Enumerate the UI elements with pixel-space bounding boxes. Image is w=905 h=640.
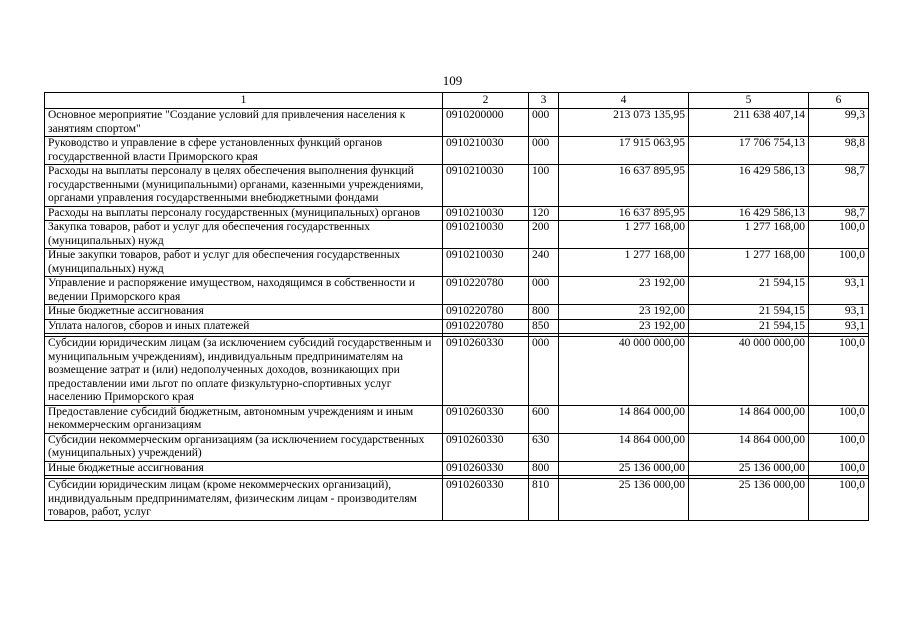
row-name: Закупка товаров, работ и услуг для обеспечения государственных (муниципальных) нужд (45, 221, 443, 249)
row-name: Руководство и управление в сфере установленных функций органов государственной власти Приморского края (45, 137, 443, 165)
row-percent: 100,0 (809, 433, 869, 461)
row-name: Субсидии некоммерческим организациям (за исключением государственных (муниципальных) учреждений) (45, 433, 443, 461)
table-row (45, 337, 869, 406)
row-fact: 21 594,15 (689, 319, 809, 334)
row-percent: 98,8 (809, 137, 869, 165)
table-row (45, 165, 869, 207)
row-plan: 23 192,00 (559, 305, 689, 320)
row-code: 0910210030 (443, 137, 529, 165)
row-fact: 14 864 000,00 (689, 433, 809, 461)
row-kvr: 200 (529, 221, 559, 249)
column-header: 3 (529, 93, 559, 109)
row-fact: 1 277 168,00 (689, 249, 809, 277)
row-plan: 23 192,00 (559, 319, 689, 334)
row-fact: 14 864 000,00 (689, 405, 809, 433)
row-plan: 14 864 000,00 (559, 405, 689, 433)
row-kvr: 100 (529, 165, 559, 207)
row-name: Иные бюджетные ассигнования (45, 305, 443, 320)
row-fact: 40 000 000,00 (689, 337, 809, 406)
row-plan: 213 073 135,95 (559, 109, 689, 137)
row-kvr: 800 (529, 461, 559, 476)
row-kvr: 850 (529, 319, 559, 334)
row-percent: 99,3 (809, 109, 869, 137)
row-name: Основное мероприятие "Создание условий для привлечения населения к занятиям спортом" (45, 109, 443, 137)
row-percent: 93,1 (809, 305, 869, 320)
row-plan: 16 637 895,95 (559, 165, 689, 207)
row-code: 0910210030 (443, 221, 529, 249)
row-percent: 98,7 (809, 165, 869, 207)
row-name: Предоставление субсидий бюджетным, автономным учреждениям и иным некоммерческим организациям (45, 405, 443, 433)
row-code: 0910220780 (443, 277, 529, 305)
row-code: 0910200000 (443, 109, 529, 137)
row-fact: 1 277 168,00 (689, 221, 809, 249)
row-kvr: 120 (529, 206, 559, 221)
row-plan: 25 136 000,00 (559, 479, 689, 521)
row-plan: 14 864 000,00 (559, 433, 689, 461)
row-name: Расходы на выплаты персоналу государственных (муниципальных) органов (45, 206, 443, 221)
table-row (45, 221, 869, 249)
row-percent: 93,1 (809, 319, 869, 334)
table-row (45, 461, 869, 476)
row-code: 0910260330 (443, 337, 529, 406)
budget-execution-table (44, 92, 869, 521)
row-name: Субсидии юридическим лицам (за исключением субсидий государственным и муниципальным учреждениям), индивидуальным предпринимателям на возмещение затрат и (или) недополученных доходов, возникающих при предоставлении ими льгот по оплате физкультурно-спортивных услуг населению Приморского края (45, 337, 443, 406)
row-percent: 100,0 (809, 337, 869, 406)
column-header: 2 (443, 93, 529, 109)
table-row (45, 249, 869, 277)
row-fact: 211 638 407,14 (689, 109, 809, 137)
table-row (45, 305, 869, 320)
row-kvr: 240 (529, 249, 559, 277)
table-header-row (45, 93, 869, 109)
row-kvr: 000 (529, 109, 559, 137)
table-row (45, 137, 869, 165)
row-plan: 1 277 168,00 (559, 249, 689, 277)
row-plan: 25 136 000,00 (559, 461, 689, 476)
row-code: 0910260330 (443, 479, 529, 521)
row-percent: 100,0 (809, 461, 869, 476)
row-percent: 100,0 (809, 249, 869, 277)
row-percent: 100,0 (809, 405, 869, 433)
row-code: 0910210030 (443, 206, 529, 221)
row-percent: 100,0 (809, 221, 869, 249)
row-code: 0910220780 (443, 319, 529, 334)
row-fact: 21 594,15 (689, 305, 809, 320)
row-plan: 40 000 000,00 (559, 337, 689, 406)
row-fact: 16 429 586,13 (689, 206, 809, 221)
column-header: 5 (689, 93, 809, 109)
row-plan: 17 915 063,95 (559, 137, 689, 165)
row-kvr: 630 (529, 433, 559, 461)
row-kvr: 800 (529, 305, 559, 320)
table-row (45, 109, 869, 137)
row-plan: 23 192,00 (559, 277, 689, 305)
row-fact: 17 706 754,13 (689, 137, 809, 165)
row-code: 0910260330 (443, 405, 529, 433)
page-number: 109 (442, 73, 463, 88)
row-code: 0910210030 (443, 249, 529, 277)
row-percent: 98,7 (809, 206, 869, 221)
row-kvr: 000 (529, 277, 559, 305)
row-name: Иные закупки товаров, работ и услуг для обеспечения государственных (муниципальных) нужд (45, 249, 443, 277)
row-name: Управление и распоряжение имуществом, находящимся в собственности и ведении Приморского края (45, 277, 443, 305)
table-row (45, 405, 869, 433)
table-row (45, 433, 869, 461)
row-name: Иные бюджетные ассигнования (45, 461, 443, 476)
row-code: 0910260330 (443, 461, 529, 476)
row-name: Расходы на выплаты персоналу в целях обеспечения выполнения функций государственными (муниципальными) органами, казенными учреждениями, органами управления государственными внебюджетными фондами (45, 165, 443, 207)
column-header: 1 (45, 93, 443, 109)
row-kvr: 000 (529, 337, 559, 406)
row-code: 0910210030 (443, 165, 529, 207)
row-code: 0910220780 (443, 305, 529, 320)
row-kvr: 600 (529, 405, 559, 433)
table-row (45, 206, 869, 221)
row-percent: 100,0 (809, 479, 869, 521)
row-plan: 16 637 895,95 (559, 206, 689, 221)
row-fact: 25 136 000,00 (689, 479, 809, 521)
row-percent: 93,1 (809, 277, 869, 305)
table-row (45, 319, 869, 334)
row-kvr: 810 (529, 479, 559, 521)
table-row (45, 277, 869, 305)
row-plan: 1 277 168,00 (559, 221, 689, 249)
row-fact: 16 429 586,13 (689, 165, 809, 207)
row-kvr: 000 (529, 137, 559, 165)
row-code: 0910260330 (443, 433, 529, 461)
column-header: 4 (559, 93, 689, 109)
row-fact: 21 594,15 (689, 277, 809, 305)
column-header: 6 (809, 93, 869, 109)
row-name: Субсидии юридическим лицам (кроме некоммерческих организаций), индивидуальным предпринимателям, физическим лицам - производителям товаров, работ, услуг (45, 479, 443, 521)
row-fact: 25 136 000,00 (689, 461, 809, 476)
table-row (45, 479, 869, 521)
row-name: Уплата налогов, сборов и иных платежей (45, 319, 443, 334)
